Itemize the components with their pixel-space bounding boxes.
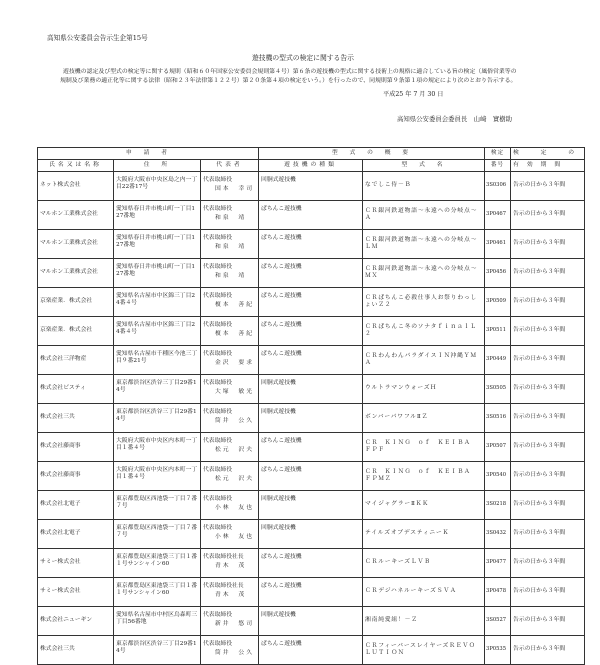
representative-title: 代表取締役 [203,293,232,299]
model-name: ＣＲ銀河鉄道物語～永遠への分岐点～ＬＭ [363,230,485,259]
applicant-group-header: 申 請 者 [38,148,259,160]
model-name: なでしこ侍－Ｂ [363,172,485,201]
model-name: ＣＲぱちんこ冬のソナタｆｉｎａｌＬ２ [363,317,485,346]
representative [201,607,259,636]
representative-name: 和泉 靖 [215,244,247,251]
representative-name: 大塚 敏光 [215,389,254,396]
model-name: ＣＲフィーバースレイヤーズＲＥＶＯＬＵＴＩＯＮ [363,636,485,665]
representative [201,317,259,346]
representative-title: 代表取締役 [203,177,232,183]
validity-period: 告示の日から３年間 [511,607,585,636]
applicant-address: 愛知県名古屋市中区錦三丁目24番４号 [114,317,201,346]
column-header-row [38,160,585,172]
applicant-name: 株式会社北電子 [38,520,114,549]
validity-period: 告示の日から３年間 [511,201,585,230]
applicant-address: 東京都渋谷区渋谷三丁目29番14号 [114,636,201,665]
model-name: ＣＲデジハネルーキーズＳＶＡ [363,578,485,607]
machine-type: 回胴式遊技機 [259,491,363,520]
representative-name: 国本 幸司 [215,186,254,193]
cert-number-header-top: 検定 [485,148,511,160]
representative [201,578,259,607]
representative [201,201,259,230]
applicant-name: 株式会社三共 [38,404,114,433]
validity-period: 告示の日から３年間 [511,462,585,491]
certification-table [37,147,585,665]
representative-title: 代表取締役 [203,467,232,473]
machine-type: 回胴式遊技機 [259,520,363,549]
body-text-line-2: 規制及び業務の適正化等に関する法律（昭和２３年法律第１２２号）第２０条第４項の検定をいう。）を行ったので、同規則第９条第１項の規定により次のとおり告示する。 [60,78,517,84]
representative [201,433,259,462]
cert-number: 3S0527 [485,607,511,636]
applicant-name: ネット株式会社 [38,172,114,201]
applicant-address: 大阪府大阪市中央区内本町一丁目１番４号 [114,462,201,491]
model-name: ＣＲぱちんこ必殺仕事人お祭りわっしょいＺ２ [363,288,485,317]
validity-period: 告示の日から３年間 [511,549,585,578]
representative-title: 代表取締役 [203,351,232,357]
applicant-address: 愛知県名古屋市千種区今池三丁目９番21号 [114,346,201,375]
validity-period: 告示の日から３年間 [511,172,585,201]
cert-number: 3S0432 [485,520,511,549]
validity-period: 告示の日から３年間 [511,375,585,404]
representative [201,172,259,201]
representative [201,259,259,288]
representative-title: 代表取締役社長 [203,554,244,560]
applicant-name: 株式会社藤商事 [38,433,114,462]
machine-type: ぱちんこ遊技機 [259,462,363,491]
machine-type: 回胴式遊技機 [259,172,363,201]
representative [201,520,259,549]
applicant-name: 株式会社三共 [38,636,114,665]
model-name: ＣＲ銀河鉄道物語～永遠への分岐点～Ａ [363,201,485,230]
machine-type: ぱちんこ遊技機 [259,201,363,230]
machine-type: 回胴式遊技機 [259,375,363,404]
representative-title: 代表取締役社長 [203,583,244,589]
model-name: ＣＲルーキーズＬＶＢ [363,549,485,578]
cert-number: 3P0477 [485,549,511,578]
representative-column-header: 代表者 [201,160,259,172]
address-column-header: 住 所 [114,160,201,172]
name-column-header: 氏名又は名称 [38,160,114,172]
machine-type: 回胴式遊技機 [259,404,363,433]
applicant-address: 東京都豊島区東池袋三丁目１番１号サンシャイン60 [114,549,201,578]
validity-period: 告示の日から３年間 [511,404,585,433]
cert-number: 3S0505 [485,375,511,404]
cert-number: 3P0478 [485,578,511,607]
validity-period: 告示の日から３年間 [511,578,585,607]
representative [201,462,259,491]
representative-name: 金沢 要求 [215,360,254,367]
validity-header-bottom: 有効期間 [511,160,585,172]
representative-name: 筒井 公久 [215,418,254,425]
applicant-name: サミー株式会社 [38,578,114,607]
applicant-name: 株式会社藤商事 [38,462,114,491]
validity-period: 告示の日から３年間 [511,491,585,520]
representative-title: 代表取締役 [203,380,232,386]
group-header-row [38,148,585,160]
representative-title: 代表取締役 [203,496,232,502]
validity-header-top: 検 定 の [511,148,585,160]
applicant-address: 東京都豊島区西池袋一丁目７番７号 [114,491,201,520]
validity-period: 告示の日から３年間 [511,288,585,317]
table-row [38,433,585,462]
cert-number: 3P0507 [485,433,511,462]
representative-name: 和泉 靖 [215,215,247,222]
table-row [38,317,585,346]
representative [201,404,259,433]
representative-name: 和泉 靖 [215,273,247,280]
cert-number: 3P0535 [485,636,511,665]
machine-type: ぱちんこ遊技機 [259,230,363,259]
machine-type: ぱちんこ遊技機 [259,346,363,375]
table-row [38,375,585,404]
representative-name: 青木 茂 [215,563,247,570]
table-row [38,636,585,665]
table-row [38,607,585,636]
representative-title: 代表取締役 [203,612,232,618]
model-name: マイジャグラーⅡＫＫ [363,491,485,520]
table-row [38,230,585,259]
model-name: ＣＲ ＫＩＮＧ ｏｆ ＫＥＩＢＡ ＦＰＦ [363,433,485,462]
applicant-address: 愛知県春日井市桃山町一丁目127番地 [114,230,201,259]
cert-number: 3S0306 [485,172,511,201]
cert-number: 3P0540 [485,462,511,491]
machine-type: ぱちんこ遊技機 [259,433,363,462]
model-name: ウルトラマンウォーズＨ [363,375,485,404]
applicant-address: 東京都豊島区東池袋三丁目１番１号サンシャイン60 [114,578,201,607]
representative-name: 青木 茂 [215,592,247,599]
representative-name: 松元 沢夫 [215,476,254,483]
applicant-name: 株式会社ビスティ [38,375,114,404]
applicant-address: 愛知県名古屋市中区錦三丁目24番４号 [114,288,201,317]
representative [201,230,259,259]
representative-name: 松元 沢夫 [215,447,254,454]
applicant-name: 株式会社北電子 [38,491,114,520]
table-row [38,259,585,288]
table-row [38,172,585,201]
applicant-name: 株式会社ニューギン [38,607,114,636]
representative [201,549,259,578]
notice-number: 高知県公安委員会告示生企第15号 [47,34,148,42]
validity-period: 告示の日から３年間 [511,259,585,288]
body-text-line-1: 遊技機の認定及び型式の検定等に関する規則（昭和６０年国家公安委員会規則第４号）第６条の遊技機の型式に関する技術上の規格に適合している旨の検定（風俗営業等の [63,69,517,75]
table-row [38,462,585,491]
applicant-address: 東京都渋谷区渋谷三丁目29番14号 [114,375,201,404]
cert-number: 3S0218 [485,491,511,520]
machine-type: ぱちんこ遊技機 [259,636,363,665]
applicant-address: 東京都渋谷区渋谷三丁目29番14号 [114,404,201,433]
applicant-address: 愛知県春日井市桃山町一丁目127番地 [114,259,201,288]
model-name: テイルズオブデスティニーＫ [363,520,485,549]
representative-title: 代表取締役 [203,438,232,444]
representative-name: 筒井 公久 [215,650,254,657]
table-row [38,288,585,317]
table-row [38,201,585,230]
document-title: 遊技機の型式の検定に関する告示 [252,54,354,62]
applicant-address: 東京都豊島区西池袋一丁目７番７号 [114,520,201,549]
applicant-address: 大阪府大阪市中央区内本町一丁目１番４号 [114,433,201,462]
table-row [38,520,585,549]
cert-number: 3P0456 [485,259,511,288]
table-row [38,404,585,433]
representative-name: 小林 友也 [215,534,254,541]
representative-name: 榎本 善紀 [215,331,254,338]
representative [201,346,259,375]
validity-period: 告示の日から３年間 [511,636,585,665]
representative-title: 代表取締役 [203,409,232,415]
model-name: ＣＲわんわんパラダイスＩＮ沖縄ＹＭＡ [363,346,485,375]
applicant-address: 大阪府大阪市中央区島之内一丁目22番17号 [114,172,201,201]
applicant-name: 京楽産業．株式会社 [38,317,114,346]
applicant-address: 愛知県春日井市桃山町一丁目127番地 [114,201,201,230]
machine-type: ぱちんこ遊技機 [259,578,363,607]
model-summary-group-header: 型 式 の 概 要 [259,148,485,160]
model-name: ＣＲ ＫＩＮＧ ｏｆ ＫＥＩＢＡ ＦＰＭＺ [363,462,485,491]
representative-title: 代表取締役 [203,322,232,328]
representative-name: 新井 悠司 [215,621,254,628]
machine-type: 回胴式遊技機 [259,607,363,636]
validity-period: 告示の日から３年間 [511,520,585,549]
validity-period: 告示の日から３年間 [511,230,585,259]
applicant-name: マルホン工業株式会社 [38,230,114,259]
cert-number: 3P0511 [485,317,511,346]
table-row [38,346,585,375]
representative [201,491,259,520]
representative-title: 代表取締役 [203,235,232,241]
machine-type: ぱちんこ遊技機 [259,259,363,288]
representative-title: 代表取締役 [203,525,232,531]
representative [201,375,259,404]
machine-type: ぱちんこ遊技機 [259,317,363,346]
validity-period: 告示の日から３年間 [511,433,585,462]
representative [201,636,259,665]
representative-title: 代表取締役 [203,264,232,270]
representative-title: 代表取締役 [203,206,232,212]
validity-period: 告示の日から３年間 [511,317,585,346]
cert-number: 3P0461 [485,230,511,259]
model-name: ボンバーパワフルⅡＺ [363,404,485,433]
table-row [38,578,585,607]
machine-type: ぱちんこ遊技機 [259,288,363,317]
applicant-address: 愛知県名古屋市中村区烏森町三丁目56番地 [114,607,201,636]
applicant-name: 京楽産業．株式会社 [38,288,114,317]
table-row [38,549,585,578]
representative [201,288,259,317]
table-row [38,491,585,520]
cert-number: 3P0509 [485,288,511,317]
model-name: 湘南純愛組！－Ｚ [363,607,485,636]
cert-number: 3P0467 [485,201,511,230]
machine-type-column-header: 遊技機の種類 [259,160,363,172]
applicant-name: マルホン工業株式会社 [38,259,114,288]
document-date: 平成25 年 7 月 30 日 [383,91,444,98]
applicant-name: 株式会社三洋物産 [38,346,114,375]
representative-title: 代表取締役 [203,641,232,647]
model-name: ＣＲ銀河鉄道物語～永遠への分岐点～ＭＸ [363,259,485,288]
applicant-name: サミー株式会社 [38,549,114,578]
representative-name: 小林 友也 [215,505,254,512]
representative-name: 榎本 善紀 [215,302,254,309]
cert-number-header-bottom: 番号 [485,160,511,172]
validity-period: 告示の日から３年間 [511,346,585,375]
machine-type: ぱちんこ遊技機 [259,549,363,578]
cert-number: 3P0449 [485,346,511,375]
applicant-name: マルホン工業株式会社 [38,201,114,230]
table-body [38,172,585,665]
cert-number: 3S0516 [485,404,511,433]
model-name-column-header: 型 式 名 [363,160,485,172]
signatory: 高知県公安委員会委員長 山﨑 實樹助 [397,115,513,123]
